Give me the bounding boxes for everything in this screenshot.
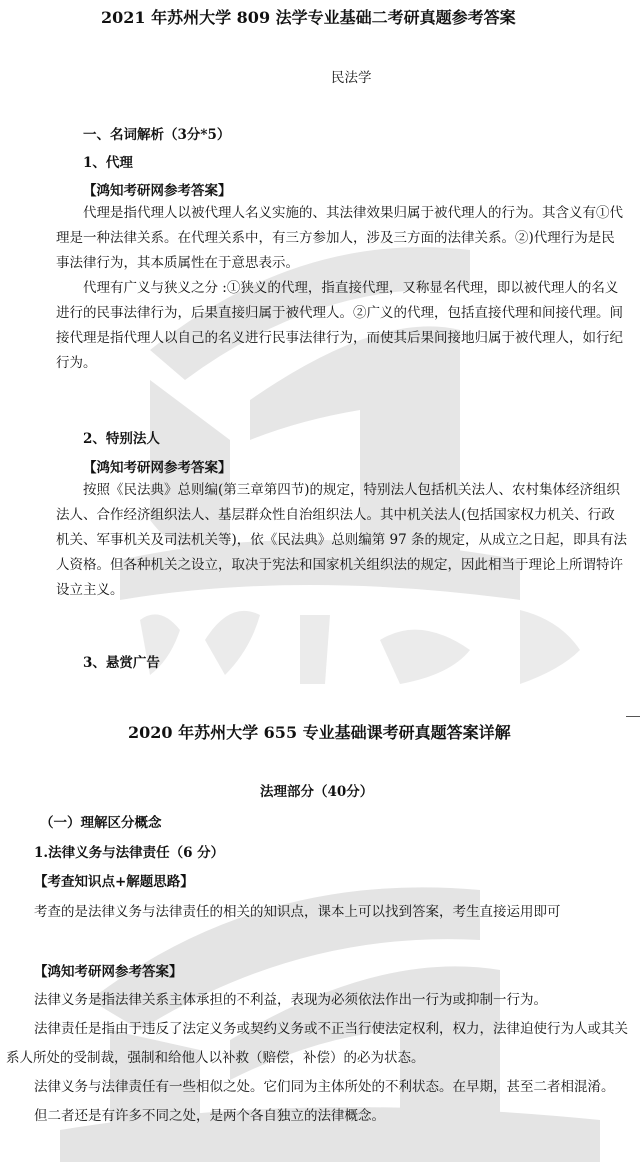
doc-title: 2020 年苏州大学 655 专业基础课考研真题答案详解: [128, 723, 511, 742]
subject-heading: 民法学: [331, 70, 372, 86]
part-heading: 法理部分（40分）: [260, 784, 374, 800]
section-heading: 一、名词解析（3分*5）: [83, 127, 231, 143]
answer-label: 【鸿知考研网参考答案】: [34, 964, 183, 980]
answer-label-2: 【鸿知考研网参考答案】: [83, 460, 232, 476]
paragraph: 法律义务是指法律关系主体承担的不利益，表现为必须依法作出一行为或抑制一行为。: [34, 992, 547, 1008]
doc-title: 2021 年苏州大学 809 法学专业基础二考研真题参考答案: [101, 8, 516, 27]
question-title-3: 3、悬赏广告: [83, 655, 160, 671]
paragraph: 法律义务与法律责任有一些相似之处。它们同为主体所处的不利状态。在早期，甚至二者相混淆。: [34, 1079, 615, 1095]
paragraph: 按照《民法典》总则编(第三章第四节)的规定，特别法人包括机关法人、农村集体经济组织法人、合作经济组织法人、基层群众性自治组织法人。其中机关法人(包括国家权力机关、行政机关、军事机关及司法机关等)，依《民法典》总则编第 97 条的规定，从成立之日起，即具有法人资格。但各种机关之设立，取决于宪法和国家机关组织法的规定，因此相当于理论上所谓特许设立主义。: [56, 482, 628, 598]
answer-label-1: 【鸿知考研网参考答案】: [83, 183, 232, 199]
paragraph: 代理是指代理人以被代理人名义实施的、其法律效果归属于被代理人的行为。其含义有①代理是一种法律关系。在代理关系中，有三方参加人，涉及三方面的法律关系。②)代理行为是民事法律行为，其本质属性在于意思表示。: [56, 205, 623, 271]
question-title-2: 2、特别法人: [83, 431, 160, 447]
paragraph: 但二者还是有许多不同之处，是两个各自独立的法律概念。: [34, 1108, 385, 1124]
question-title-1: 1、代理: [83, 155, 133, 171]
knowledge-point-label: 【考查知识点+解题思路】: [34, 874, 194, 890]
paragraph: 考查的是法律义务与法律责任的相关的知识点，课本上可以找到答案，考生直接运用即可: [34, 904, 561, 920]
answer-text: [6, 986, 634, 1131]
question-title: 1.法律义务与法律责任（6 分）: [34, 845, 225, 861]
answer-text-1: [56, 201, 626, 376]
page-separator: [0, 684, 640, 700]
answer-text-2: [56, 478, 628, 603]
paragraph: 法律责任是指由于违反了法定义务或契约义务或不正当行使法定权利，权力，法律迫使行为人或其关系人所处的受制裁，强制和给他人以补救（赔偿，补偿）的必为状态。: [6, 1021, 628, 1066]
paragraph: 代理有广义与狭义之分 :①狭义的代理，指直接代理，又称显名代理，即以被代理人的名义进行的民事法律行为，后果直接归属于被代理人。②广义的代理，包括直接代理和间接代理。间接代理是指代理人以自己的名义进行民事法律行为，而使其后果间接地归属于被代理人，如行纪行为。: [56, 280, 623, 371]
document-page-2: [0, 700, 640, 1162]
section-heading: （一）理解区分概念: [40, 815, 162, 831]
knowledge-point-text: [6, 898, 634, 926]
